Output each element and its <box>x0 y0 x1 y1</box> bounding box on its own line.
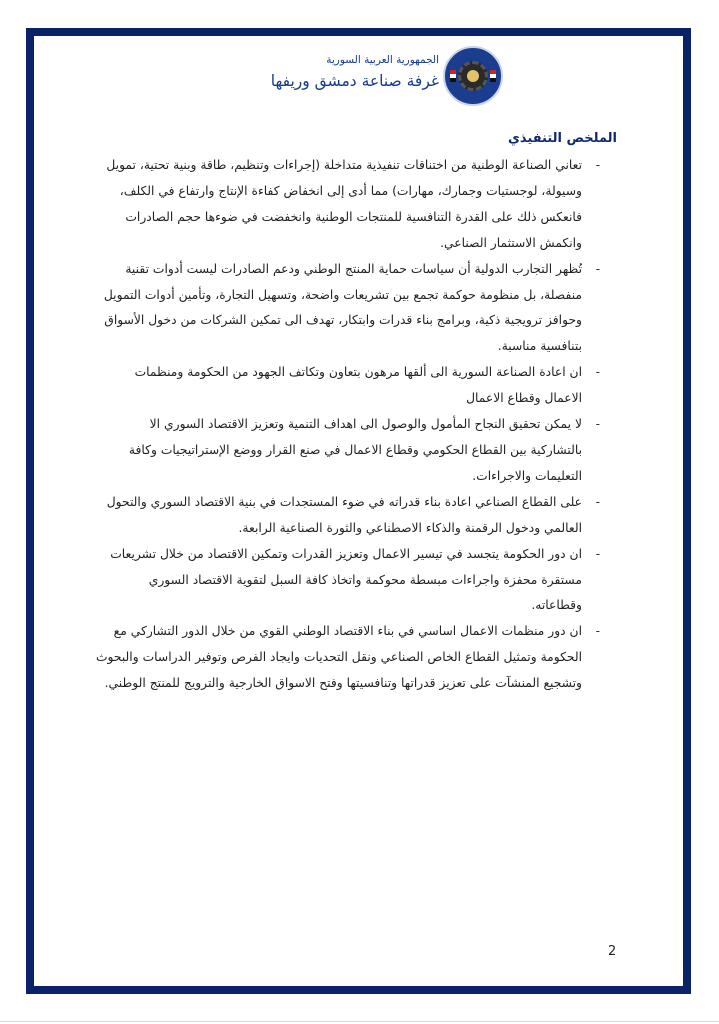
page-separator <box>0 1021 719 1022</box>
list-item <box>95 542 617 620</box>
bullet-marker: - <box>595 624 600 639</box>
list-item-text: تعاني الصناعة الوطنية من اختناقات تنفيذية متداخلة (إجراءات وتنظيم، طاقة وبنية تحتية، تمويل وسيولة، لوجستيات وجمارك، مهارات) مما أدى إلى انخفاض كفاءة الإنتاج وارتفاع في الكلف، فانعكس ذلك على القدرة التنافسية للمنتجات الوطنية وانخفضت في ضوءها حجم الصادرات وانكمش الاستثمار الصناعي. <box>106 158 582 250</box>
bullet-marker: - <box>595 546 600 561</box>
letterhead <box>255 46 505 108</box>
bullet-marker: - <box>595 365 600 380</box>
document-body <box>95 126 617 697</box>
list-item <box>95 619 617 697</box>
bullet-marker: - <box>595 158 600 172</box>
syria-flag-icon <box>490 70 496 82</box>
list-item-text: لا يمكن تحقيق النجاح المأمول والوصول الى اهداف التنمية وتعزيز الاقتصاد السوري الا بالتشاركية بين القطاع الحكومي وقطاع الاعمال في صنع القرار ووضع الإستراتيجيات وكافة التعليمات والاجراءات. <box>128 417 582 483</box>
list-item-text: ان دور منظمات الاعمال اساسي في بناء الاقتصاد الوطني القوي من خلال الدور التشاركي مع الحكومة وتمثيل القطاع الخاص الصناعي ونقل التحديات وايجاد الفرص وتوفير الدراسات والبحوث وتشجيع المنشآت على تعزيز قدراتها وتنافسيتها وفتح الاسواق الخارجية والترويج للمنتج الوطني. <box>95 624 582 691</box>
list-item-text: ان دور الحكومة يتجسد في تيسير الاعمال وتعزيز القدرات وتمكين الاقتصاد من خلال تشريعات مستقرة محفزة واجراءات مبسطة محوكمة واتخاذ كافة السبل لتقوية الاقتصاد السوري وقطاعاته. <box>110 546 582 613</box>
list-item <box>95 360 617 412</box>
chamber-logo-icon <box>443 46 503 106</box>
section-title: الملخص التنفيذي <box>507 131 617 146</box>
list-item <box>95 257 617 361</box>
list-item-text: على القطاع الصناعي اعادة بناء قدراته في ضوء المستجدات في بنية الاقتصاد السوري والتحول العالمي ودخول الرقمنة والذكاء الاصطناعي والثورة الصناعية الرابعة. <box>106 494 582 535</box>
list-item <box>95 490 617 542</box>
page-number: 2 <box>608 944 617 959</box>
country-name: الجمهورية العربية السورية <box>326 54 439 66</box>
list-item <box>95 153 617 257</box>
gear-icon <box>458 61 488 91</box>
bullet-marker: - <box>595 261 600 276</box>
bullet-marker: - <box>595 417 600 432</box>
bullet-marker: - <box>595 494 600 509</box>
chamber-name: غرفة صناعة دمشق وريفها <box>270 72 439 90</box>
list-item-text: ان اعادة الصناعة السورية الى ألقها مرهون بتعاون وتكاتف الجهود من الحكومة ومنظمات الاعمال وقطاع الاعمال <box>134 365 582 406</box>
list-item-text: تُظهر التجارب الدولية أن سياسات حماية المنتج الوطني ودعم الصادرات ليست أدوات تقنية منفصلة، بل منظومة حوكمة تجمع بين تشريعات واضحة، وتسهيل التجارة، وتأمين أدوات التمويل وحوافز ترويجية ذكية، وبرامج بناء قدرات وابتكار، تهدف الى تمكين الشركات من دخول الأسواق بتنافسية مناسبة. <box>103 261 582 354</box>
summary-list <box>95 153 617 697</box>
syria-flag-icon <box>450 70 456 82</box>
list-item <box>95 412 617 490</box>
